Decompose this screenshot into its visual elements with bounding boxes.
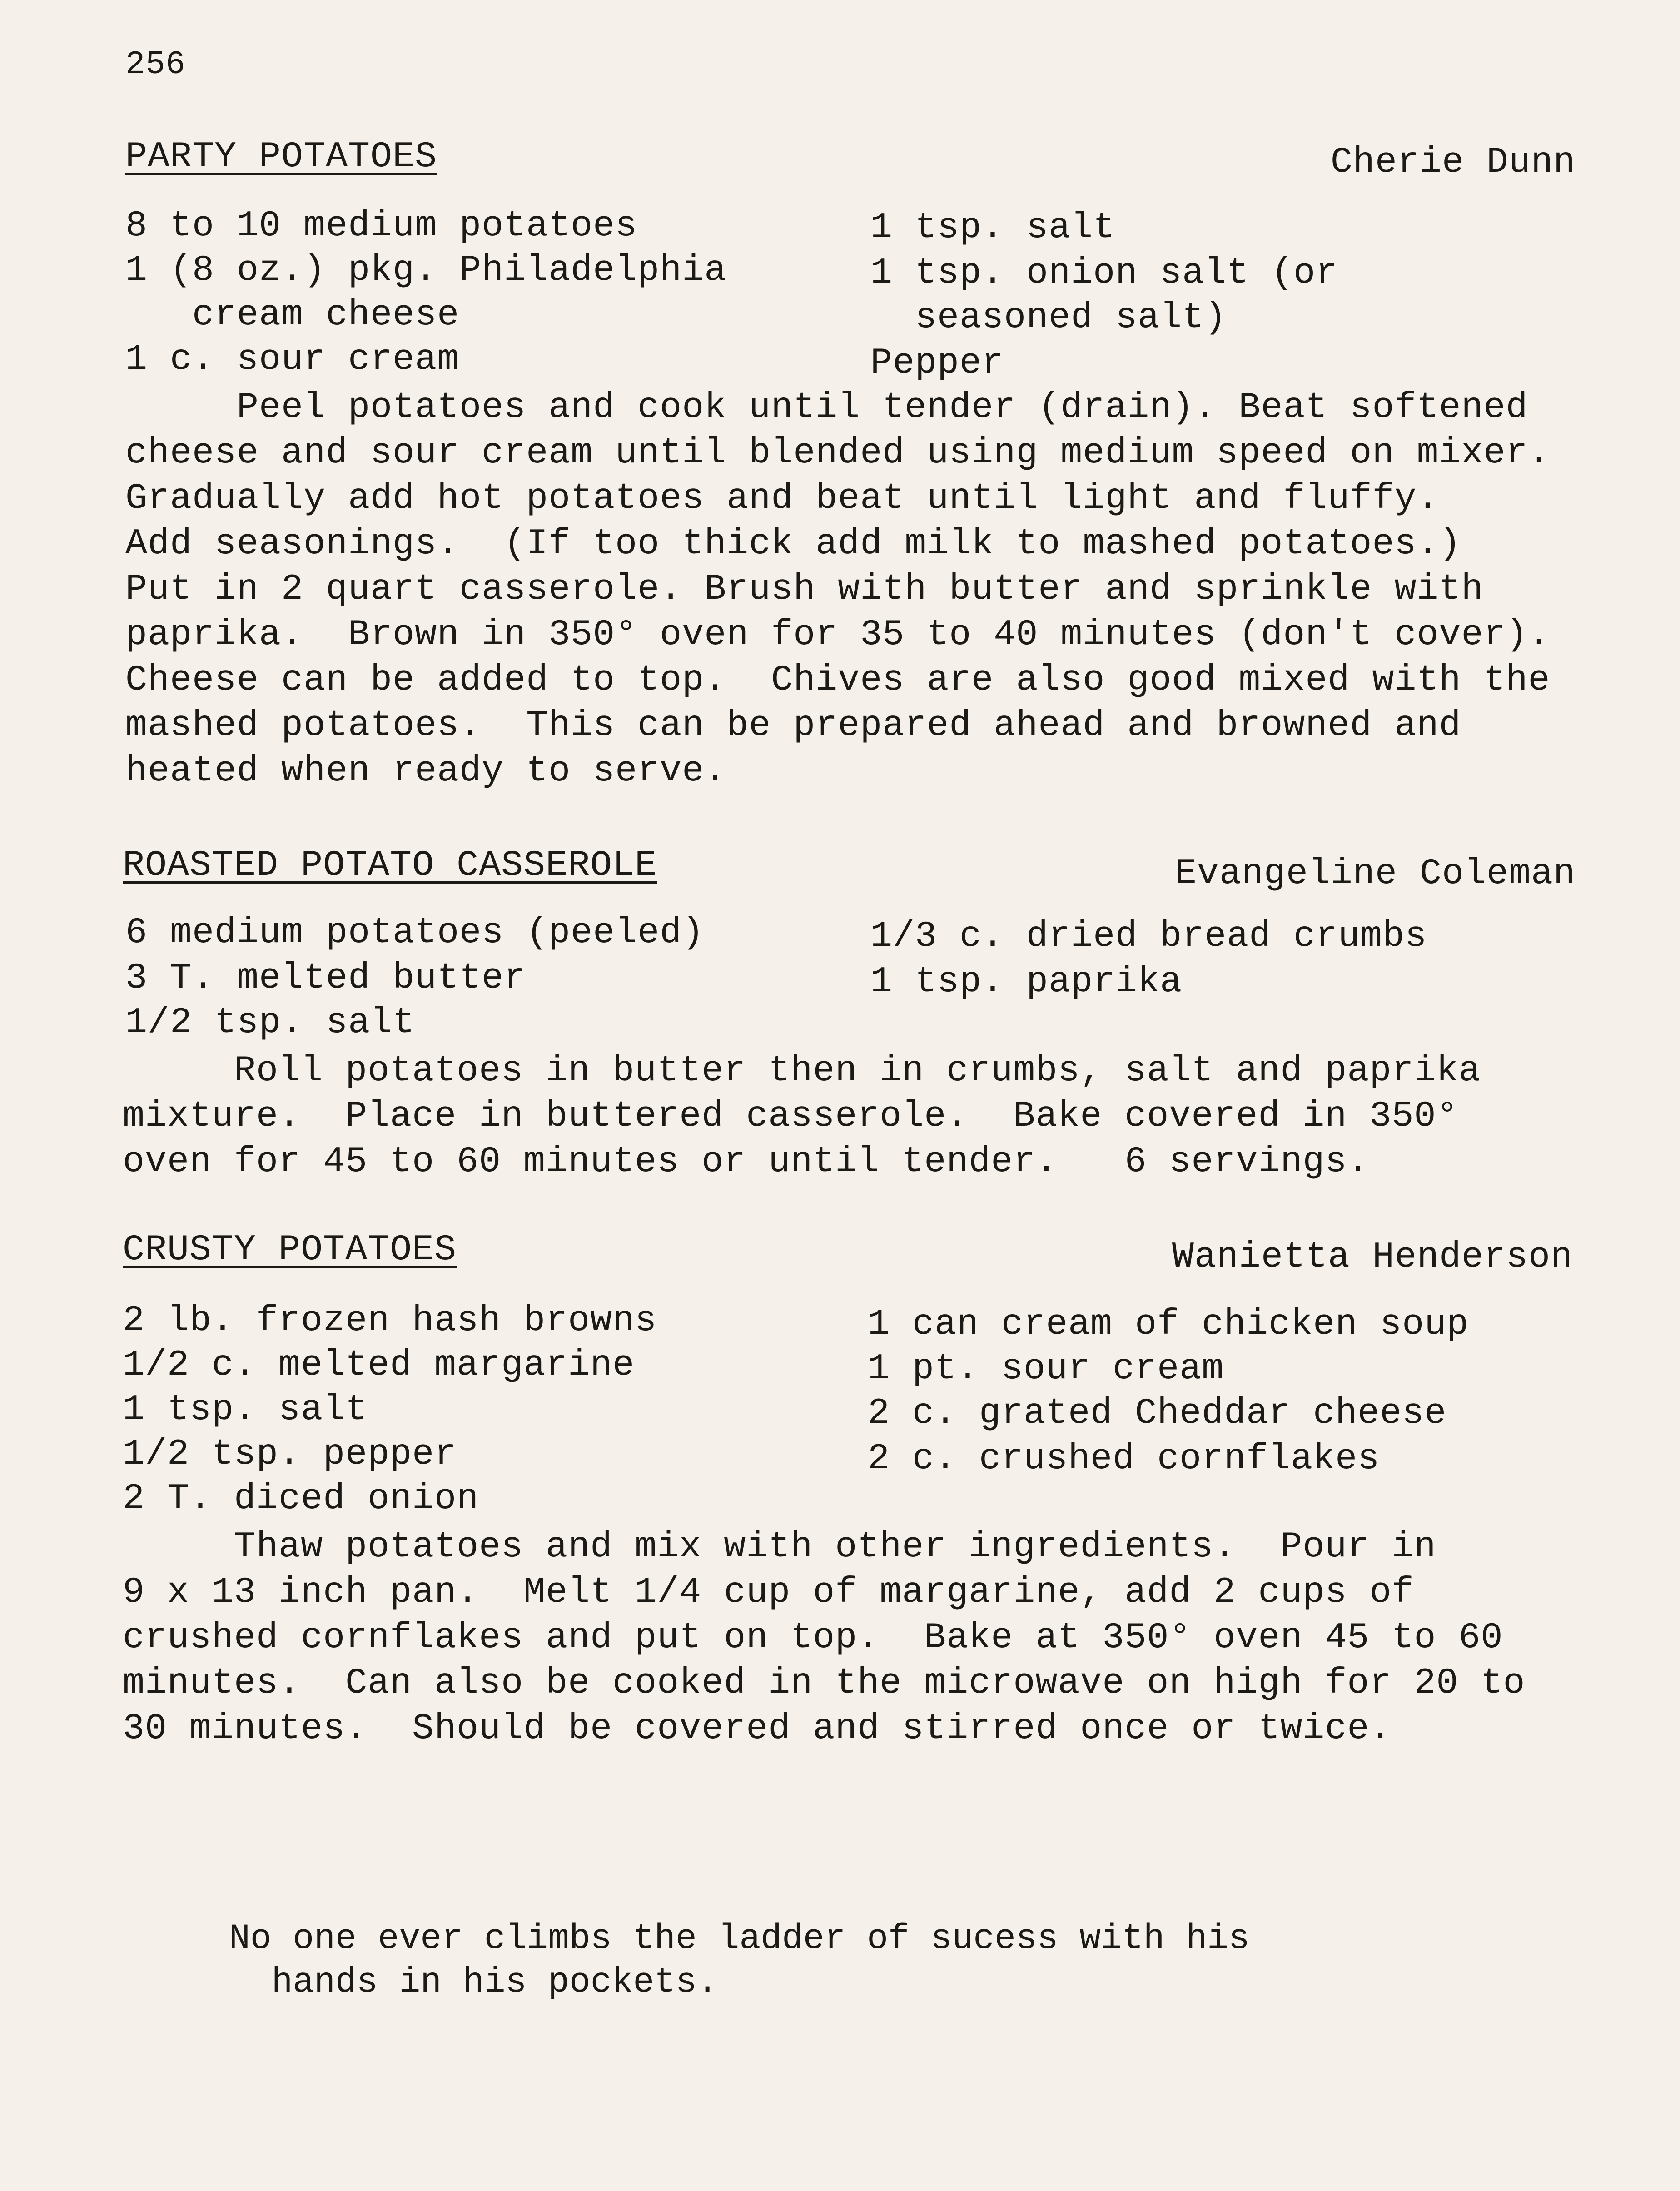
direction-line: heated when ready to serve. [125,750,727,792]
ingredient-right: 1 can cream of chicken soup [868,1304,1469,1345]
direction-line: mixture. Place in buttered casserole. Bake covered in 350° [123,1096,1459,1137]
ingredient-left: 1/2 tsp. salt [125,1002,415,1043]
ingredient-right: 1 pt. sour cream [868,1348,1224,1390]
direction-line: 9 x 13 inch pan. Melt 1/4 cup of margarine, add 2 cups of [123,1572,1414,1613]
recipe-directions [123,1525,1526,1752]
ingredient-right: 1 tsp. onion salt (or [870,253,1338,294]
ingredient-right: 1/3 c. dried bread crumbs [870,916,1427,957]
direction-line: Put in 2 quart casserole. Brush with butter and sprinkle with [125,569,1484,610]
ingredient-left: cream cheese [125,294,460,336]
recipe-title: PARTY POTATOES [125,136,437,178]
ingredient-left: 3 T. melted butter [125,958,527,999]
direction-line: paprika. Brown in 350° oven for 35 to 40 minutes (don't cover). [125,614,1551,656]
direction-line: cheese and sour cream until blended using medium speed on mixer. [125,432,1551,474]
quote-line: hands in his pockets. [229,1962,718,2002]
direction-line: Cheese can be added to top. Chives are also good mixed with the [125,660,1551,701]
ingredient-right: Pepper [870,343,1004,384]
quote-line: No one ever climbs the ladder of sucess with his [229,1919,1250,1959]
ingredient-right: 1 tsp. paprika [870,961,1183,1003]
direction-line: Add seasonings. (If too thick add milk to mashed potatoes.) [125,523,1461,565]
ingredient-left: 1 tsp. salt [123,1389,368,1431]
ingredient-left: 1/2 tsp. pepper [123,1434,457,1475]
recipe-title: ROASTED POTATO CASSEROLE [123,845,657,886]
direction-line: Thaw potatoes and mix with other ingredients. Pour in [123,1526,1436,1568]
recipe-title: CRUSTY POTATOES [123,1229,457,1271]
direction-line: crushed cornflakes and put on top. Bake at 350° oven 45 to 60 [123,1617,1503,1659]
ingredient-left: 2 T. diced onion [123,1478,479,1520]
direction-line: minutes. Can also be cooked in the microwave on high for 20 to [123,1663,1526,1704]
recipe-author: Evangeline Coleman [1174,853,1576,894]
recipe-author: Wanietta Henderson [1172,1237,1573,1278]
direction-line: Gradually add hot potatoes and beat until light and fluffy. [125,478,1439,519]
direction-line: Roll potatoes in butter then in crumbs, salt and paprika [123,1050,1481,1092]
ingredient-right: 2 c. grated Cheddar cheese [868,1393,1447,1434]
ingredient-left: 2 lb. frozen hash browns [123,1300,657,1341]
direction-line: 30 minutes. Should be covered and stirred once or twice. [123,1708,1392,1749]
ingredient-left: 1 c. sour cream [125,339,460,380]
direction-line: oven for 45 to 60 minutes or until tender. 6 servings. [123,1141,1370,1182]
page-number: 256 [125,46,186,83]
direction-line: Peel potatoes and cook until tender (drain). Beat softened [125,387,1528,428]
recipe-author: Cherie Dunn [1330,142,1576,183]
ingredient-left: 1 (8 oz.) pkg. Philadelphia [125,250,727,291]
ingredient-right: 1 tsp. salt [870,207,1116,248]
ingredient-right: 2 c. crushed cornflakes [868,1438,1380,1480]
recipe-directions [123,1048,1481,1185]
ingredient-left: 8 to 10 medium potatoes [125,205,638,247]
ingredient-right: seasoned salt) [870,297,1227,338]
ingredient-left: 1/2 c. melted margarine [123,1345,635,1386]
recipe-directions [125,385,1551,794]
direction-line: mashed potatoes. This can be prepared ahead and browned and [125,705,1461,746]
ingredient-left: 6 medium potatoes (peeled) [125,912,705,954]
